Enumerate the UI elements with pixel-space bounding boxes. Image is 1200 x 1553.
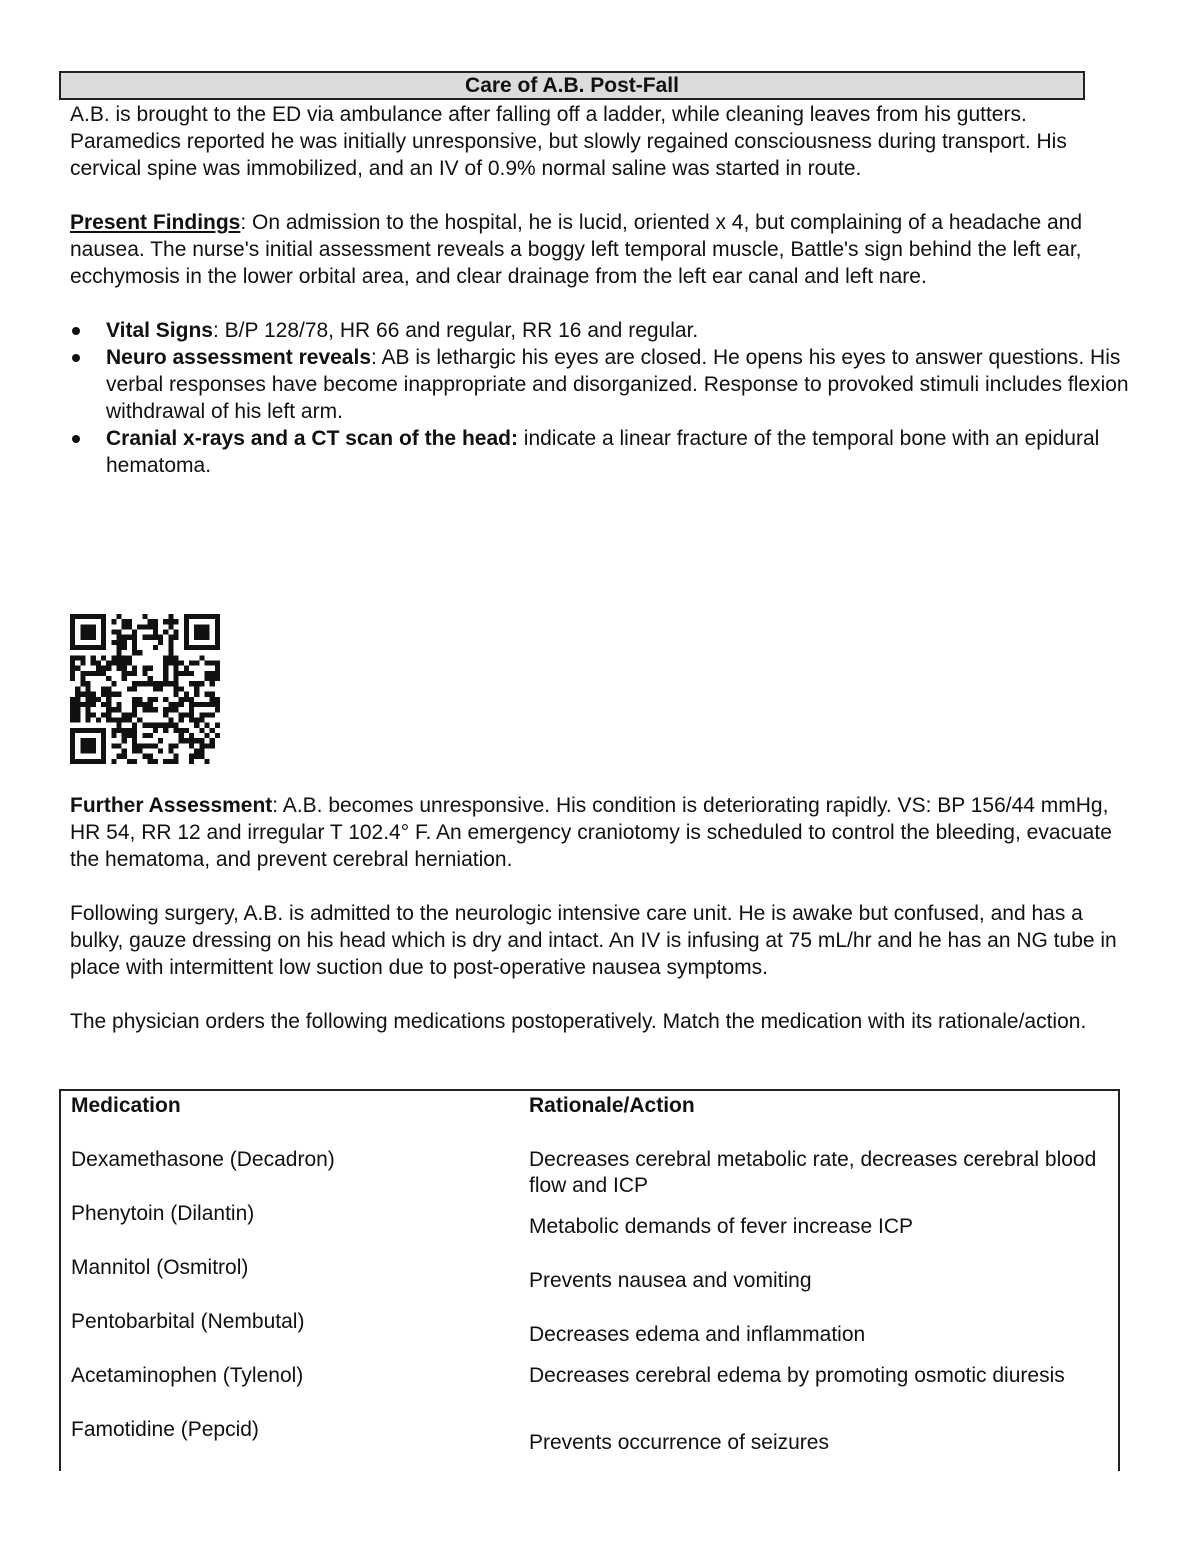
qr-code-icon: [70, 614, 220, 764]
following-surgery-paragraph: Following surgery, A.B. is admitted to the neurologic intensive care unit. He is awake but confused, and has a bulky, gauze dressing on his head which is dry and intact. An IV is infusing at 75 mL/hr and he has an NG tube in place with intermittent low suction due to post-operative nausea symptoms.: [70, 902, 1117, 979]
list-item: [70, 317, 1140, 344]
intro-paragraph: A.B. is brought to the ED via ambulance after falling off a ladder, while cleaning leaves from his gutters. Paramedics reported he was initially unresponsive, but slowly regained consciousness during transport. His cervical spine was immobilized, and an IV of 0.9% normal saline was started in route.: [70, 103, 1067, 180]
bullet-label: Cranial x-rays and a CT scan of the head:: [106, 427, 518, 450]
bullet-label: Vital Signs: [106, 319, 213, 342]
findings-bullet-list: [70, 317, 1140, 479]
bullet-text: indicate a linear fracture of the temporal bone with an epidural hematoma.: [106, 427, 1100, 477]
rationale-item: Decreases edema and inflammation: [529, 1323, 866, 1346]
rationale-item: Decreases cerebral edema by promoting osmotic diuresis: [529, 1364, 1065, 1387]
instructions-paragraph: The physician orders the following medications postoperatively. Match the medication with its rationale/action.: [70, 1010, 1087, 1033]
medication-item: Dexamethasone (Decadron): [71, 1148, 335, 1171]
bullet-icon: [72, 435, 80, 443]
further-assessment-label: Further Assessment: [70, 794, 273, 817]
medication-item: Acetaminophen (Tylenol): [71, 1364, 304, 1387]
medication-item: Pentobarbital (Nembutal): [71, 1310, 305, 1333]
page-title: Care of A.B. Post-Fall: [59, 71, 1085, 100]
present-findings-text: : On admission to the hospital, he is lucid, oriented x 4, but complaining of a headache and nausea. The nurse's initial assessment reveals a boggy left temporal muscle, Battle's sign behind the left ear, ecchymosis in the lower orbital area, and clear drainage from the left ear canal and left nare.: [70, 211, 1083, 288]
medication-header: Medication: [71, 1094, 181, 1117]
present-findings-label: Present Findings: [70, 211, 241, 234]
rationale-item: Metabolic demands of fever increase ICP: [529, 1215, 914, 1238]
medication-item: Famotidine (Pepcid): [71, 1418, 259, 1441]
rationale-item: Prevents occurrence of seizures: [529, 1431, 829, 1454]
further-assessment-paragraph: [70, 792, 1140, 873]
rationale-header: Rationale/Action: [529, 1094, 695, 1117]
bullet-icon: [72, 327, 80, 335]
bullet-icon: [72, 354, 80, 362]
medication-matching-table: [59, 1089, 1120, 1471]
medication-item: Mannitol (Osmitrol): [71, 1256, 249, 1279]
bullet-text: : AB is lethargic his eyes are closed. He opens his eyes to answer questions. His verbal responses have become inappropriate and disorganized. Response to provoked stimuli includes flexion withdrawal of his left arm.: [106, 346, 1129, 423]
list-item: [70, 425, 1140, 479]
present-findings-paragraph: [70, 209, 1140, 290]
further-assessment-text: : A.B. becomes unresponsive. His condition is deteriorating rapidly. VS: BP 156/44 mmHg, HR 54, RR 12 and irregular T 102.4° F. An emergency craniotomy is scheduled to control the bleeding, evacuate the hematoma, and prevent cerebral herniation.: [70, 794, 1112, 871]
rationale-item: Prevents nausea and vomiting: [529, 1269, 812, 1292]
list-item: [70, 344, 1140, 425]
medication-item: Phenytoin (Dilantin): [71, 1202, 255, 1225]
bullet-text: : B/P 128/78, HR 66 and regular, RR 16 and regular.: [212, 319, 699, 342]
rationale-item: Decreases cerebral metabolic rate, decreases cerebral blood flow and ICP: [529, 1148, 1097, 1197]
bullet-label: Neuro assessment reveals: [106, 346, 371, 369]
